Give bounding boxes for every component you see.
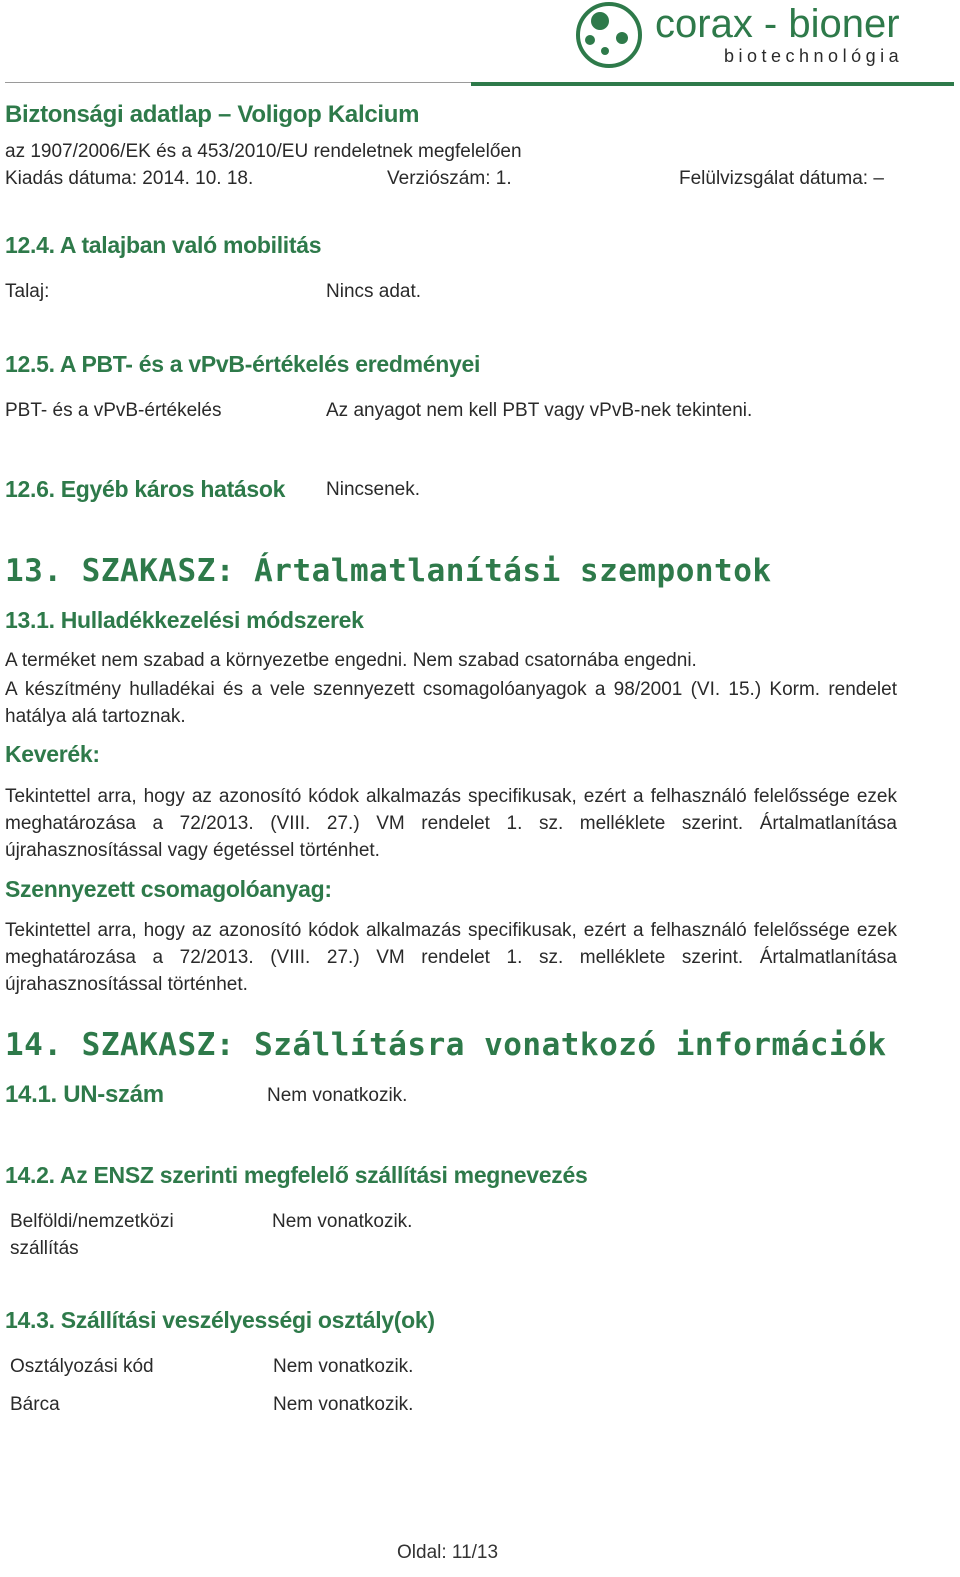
logo-mark-icon [574, 0, 646, 70]
transport-name-value: Nem vonatkozik. [272, 1211, 413, 1232]
header-rule-thick [471, 82, 954, 86]
pbt-label: PBT- és a vPvB-értékelés [5, 400, 222, 421]
section-12-4-heading: 12.4. A talajban való mobilitás [5, 232, 322, 258]
mixture-heading: Keverék: [5, 741, 100, 767]
logo-name: corax - bioner [655, 2, 900, 46]
disposal-paragraph: A készítmény hulladékai és a vele szennyezett csomagolóanyagok a 98/2001 (VI. 15.) Korm. rendelet hatálya alá tartoznak. [5, 679, 897, 727]
section-14-1-heading: 14.1. UN-szám [5, 1081, 164, 1108]
header-rule-thin [5, 82, 475, 83]
classification-code-value: Nem vonatkozik. [273, 1356, 414, 1377]
transport-label-line-1: Belföldi/nemzetközi [10, 1211, 174, 1232]
packaging-heading: Szennyezett csomagolóanyag: [5, 876, 332, 902]
section-14-2-heading: 14.2. Az ENSZ szerinti megfelelő szállítási megnevezés [5, 1162, 588, 1188]
classification-code-label: Osztályozási kód [10, 1356, 154, 1377]
packaging-paragraph: Tekintettel arra, hogy az azonosító kódok alkalmazás specifikusak, ezért a felhasználó felelőssége ezek meghatározása a 72/2013. (VIII. 27.) VM rendelet 1. sz. melléklete szerint. Ártalmatlanítása újrahasznosítással történhet. [5, 920, 897, 995]
issue-date: Kiadás dátuma: 2014. 10. 18. [5, 168, 254, 189]
label-barca: Bárca [10, 1394, 60, 1415]
mixture-paragraph: Tekintettel arra, hogy az azonosító kódok alkalmazás specifikusak, ezért a felhasználó felelőssége ezek meghatározása a 72/2013. (VIII. 27.) VM rendelet 1. sz. melléklete szerint. Ártalmatlanítása újrahasznosítással vagy égetéssel történhet. [5, 786, 897, 861]
disposal-line: A terméket nem szabad a környezetbe engedni. Nem szabad csatornába engedni. [5, 650, 697, 671]
soil-value: Nincs adat. [326, 281, 422, 302]
section-13-heading: 13. SZAKASZ: Ártalmatlanítási szempontok [5, 553, 772, 589]
un-number-value: Nem vonatkozik. [267, 1085, 408, 1106]
section-12-6-heading: 12.6. Egyéb káros hatások [5, 476, 286, 502]
section-13-1-heading: 13.1. Hulladékkezelési módszerek [5, 607, 364, 633]
section-12-5-heading: 12.5. A PBT- és a vPvB-értékelés eredményei [5, 351, 481, 377]
pbt-value: Az anyagot nem kell PBT vagy vPvB-nek tekinteni. [326, 400, 753, 421]
document-title: Biztonsági adatlap – Voligop Kalcium [5, 101, 420, 128]
revision-date: Felülvizsgálat dátuma: – [679, 168, 884, 189]
regulation-line: az 1907/2006/EK és a 453/2010/EU rendeletnek megfelelően [5, 141, 522, 162]
section-14-heading: 14. SZAKASZ: Szállításra vonatkozó információk [5, 1027, 887, 1063]
version-number: Verziószám: 1. [387, 168, 512, 189]
barca-value: Nem vonatkozik. [273, 1394, 414, 1415]
soil-label: Talaj: [5, 281, 50, 302]
page-number: Oldal: 11/13 [397, 1542, 499, 1563]
transport-label-line-2: szállítás [10, 1238, 79, 1259]
logo-subtitle: biotechnológia [724, 46, 904, 66]
other-effects-value: Nincsenek. [326, 479, 420, 500]
section-14-3-heading: 14.3. Szállítási veszélyességi osztály(ok) [5, 1307, 435, 1333]
